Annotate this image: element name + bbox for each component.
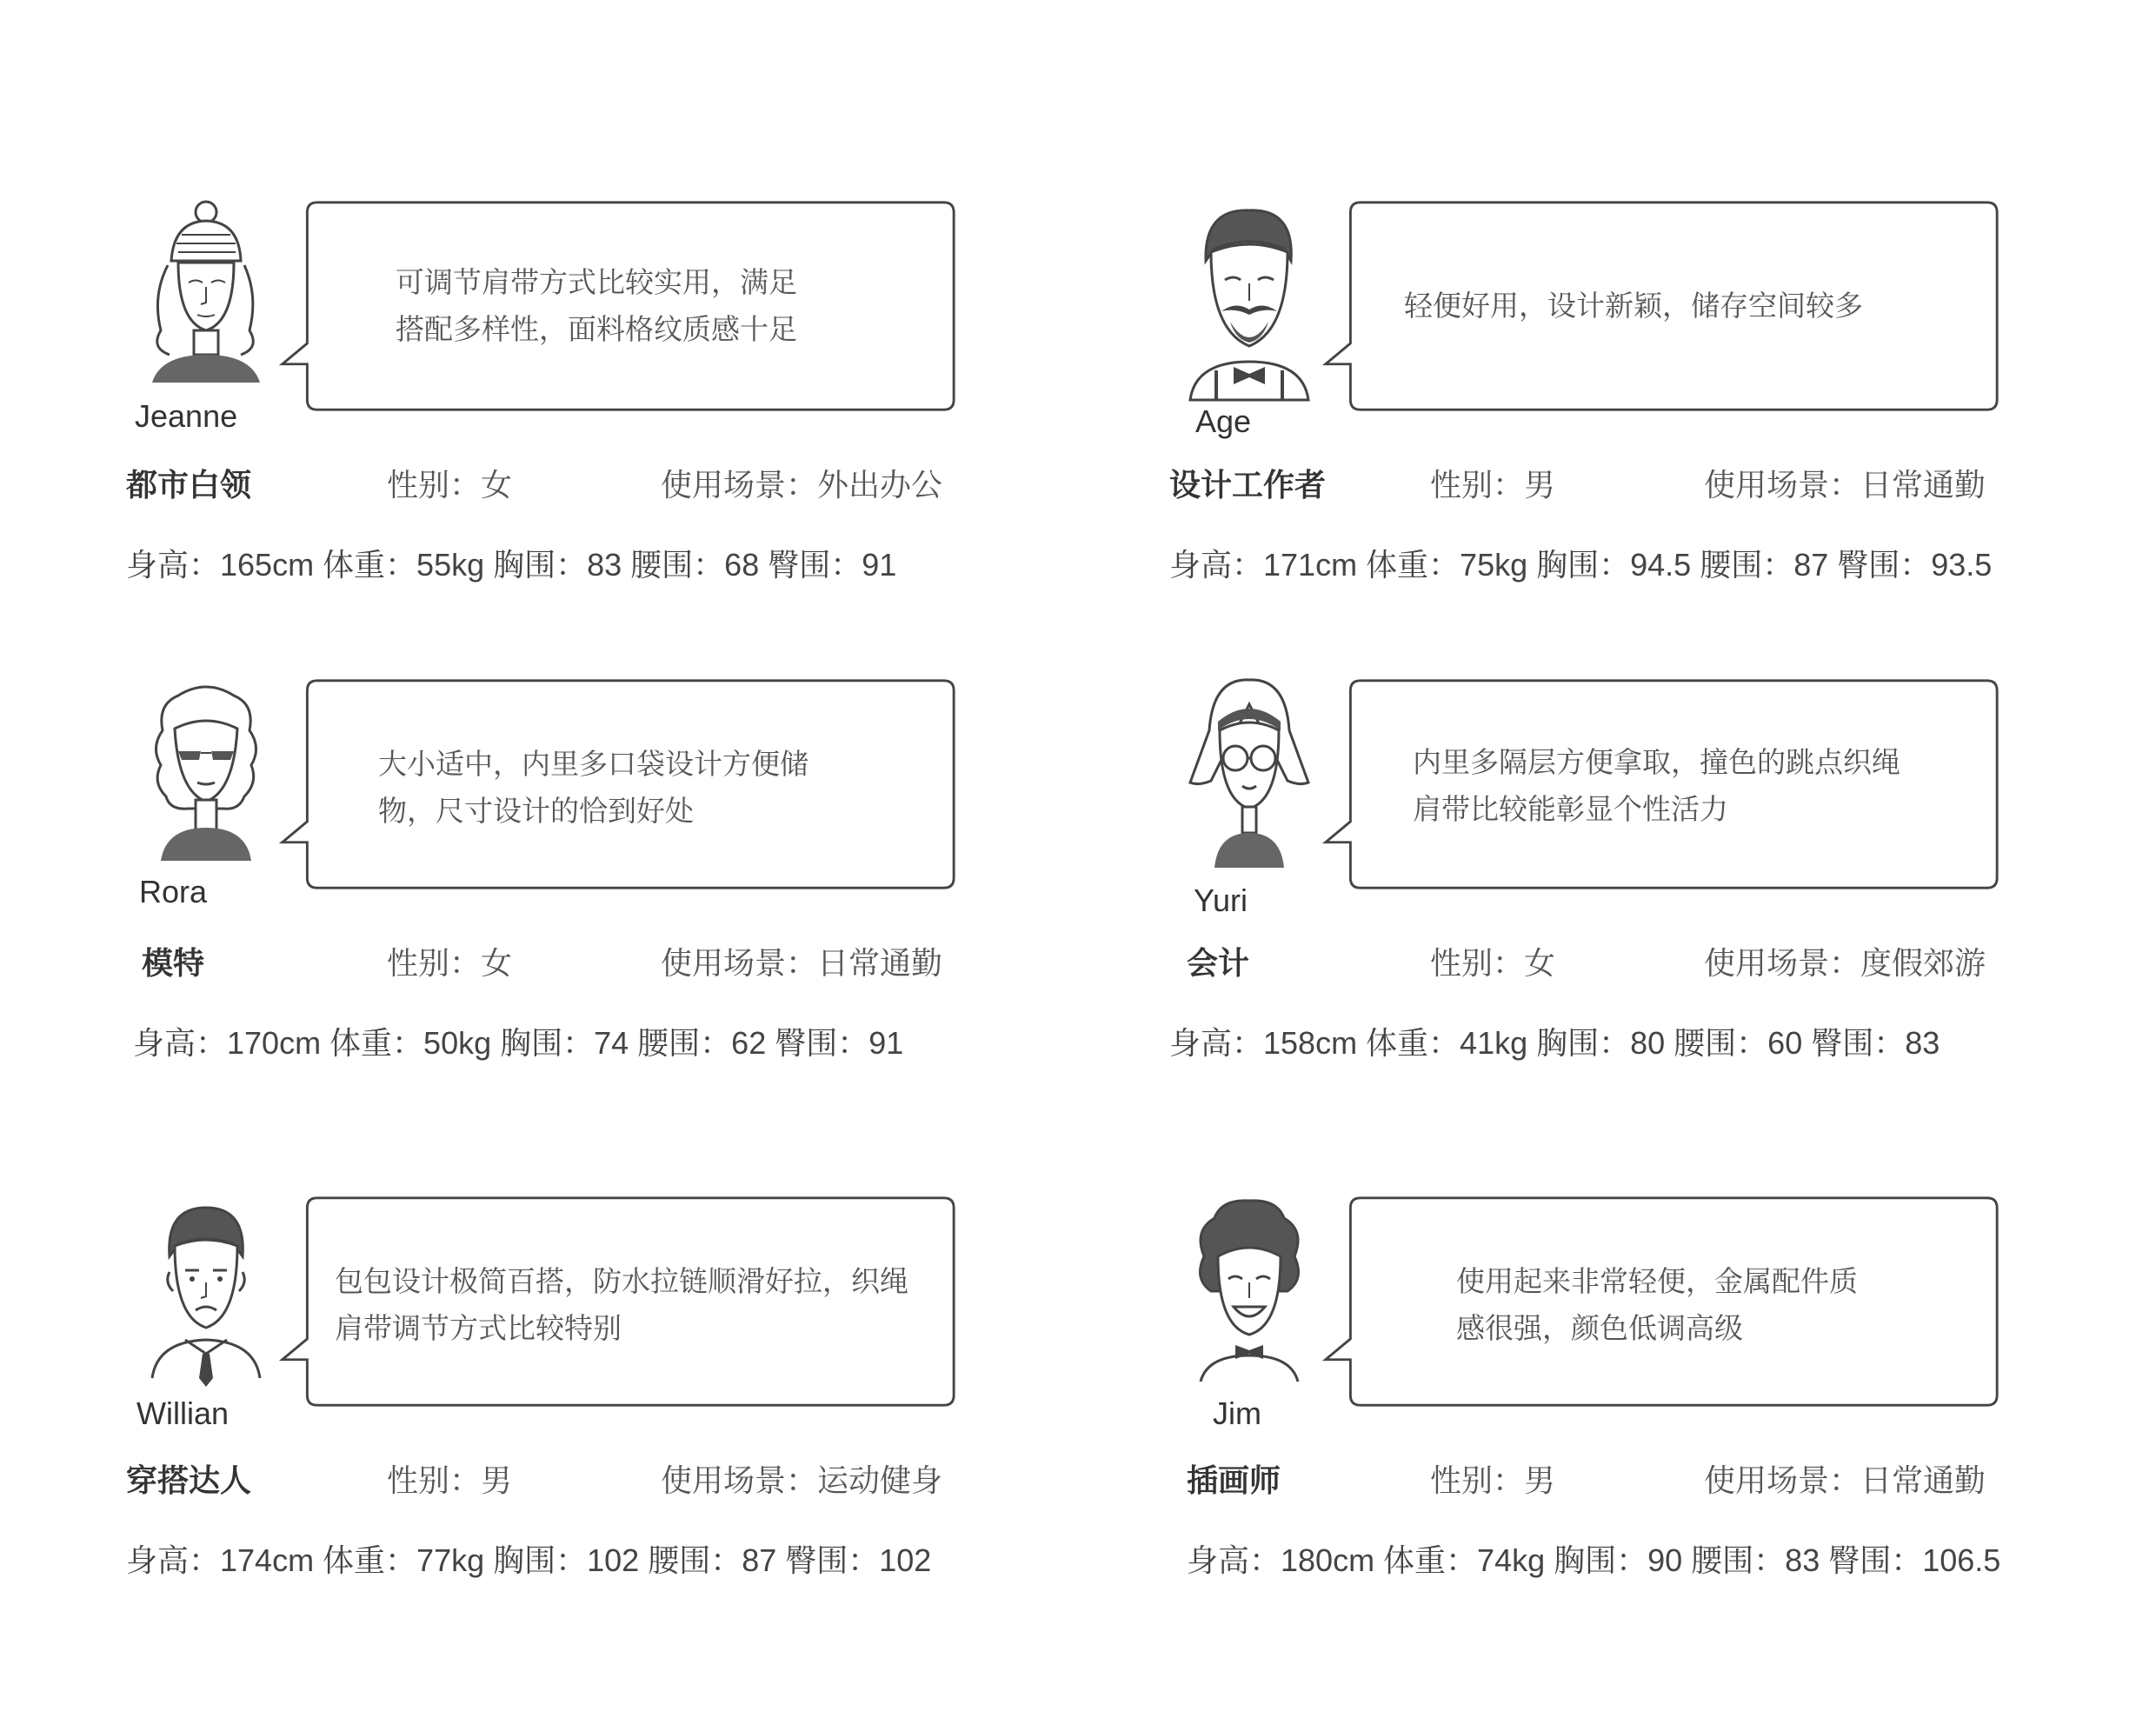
persona-role: 插画师 [1187, 1463, 1281, 1499]
persona-tags [1169, 1456, 2126, 1500]
persona-tags [1169, 939, 2126, 982]
speech-bubble [1352, 678, 2030, 896]
persona-role: 穿搭达人 [126, 1463, 252, 1499]
persona-scene: 使用场景：日常通勤 [1704, 468, 1986, 503]
persona-role: 会计 [1187, 946, 1250, 982]
persona-quote: 大小适中，内里多口袋设计方便储 物，尺寸设计的恰到好处 [378, 747, 808, 828]
afro-man-icon [1169, 1196, 1326, 1404]
mustache-man-icon [1169, 200, 1326, 409]
persona-gender: 性别：女 [1430, 946, 1556, 982]
beanie-girl-icon [126, 200, 283, 409]
persona-card-age [1169, 200, 2156, 652]
persona-measurements: 身高：171cm 体重：75kg 胸围：94.5 腰围：87 臀围：93.5 [1169, 547, 1993, 583]
persona-name: Willian [136, 1395, 230, 1431]
persona-role: 设计工作者 [1169, 468, 1327, 503]
persona-card-willian [126, 1196, 1187, 1648]
speech-bubble [309, 1196, 987, 1413]
persona-quote: 可调节肩带方式比较实用，满足 搭配多样性，面料格纹质感十足 [396, 265, 797, 346]
persona-scene: 使用场景：外出办公 [661, 468, 943, 503]
persona-gender: 性别：男 [387, 1463, 513, 1499]
persona-scene: 使用场景：运动健身 [661, 1463, 943, 1499]
tie-man-icon [126, 1196, 283, 1404]
persona-quote: 使用起来非常轻便，金属配件质 感很强，颜色低调高级 [1456, 1264, 1858, 1345]
persona-measurements: 身高：170cm 体重：50kg 胸围：74 腰围：62 臀围：91 [133, 1025, 904, 1061]
persona-quote: 包包设计极简百搭，防水拉链顺滑好拉，织绳 肩带调节方式比较特别 [335, 1264, 908, 1345]
persona-gender: 性别：男 [1430, 468, 1556, 503]
persona-measurements: 身高：158cm 体重：41kg 胸围：80 腰围：60 臀围：83 [1169, 1025, 1940, 1061]
persona-card-jim [1169, 1196, 2156, 1648]
persona-role: 都市白领 [126, 468, 252, 503]
glasses-girl-icon [1169, 678, 1326, 887]
persona-measurements: 身高：180cm 体重：74kg 胸围：90 腰围：83 臀围：106.5 [1187, 1542, 2001, 1578]
persona-name: Rora [139, 874, 208, 909]
persona-measurements: 身高：165cm 体重：55kg 胸围：83 腰围：68 臀围：91 [126, 547, 897, 583]
persona-gender: 性别：女 [387, 946, 513, 982]
persona-tags [1169, 461, 2126, 504]
curly-hair-girl-icon [126, 678, 283, 887]
persona-name: Yuri [1194, 882, 1248, 918]
persona-measurements: 身高：174cm 体重：77kg 胸围：102 腰围：87 臀围：102 [126, 1542, 932, 1578]
persona-scene: 使用场景：日常通勤 [661, 946, 943, 982]
persona-tags [126, 939, 1082, 982]
speech-bubble [309, 200, 987, 417]
persona-quote: 内里多隔层方便拿取，撞色的跳点织绳 肩带比较能彰显个性活力 [1413, 745, 1900, 826]
speech-bubble [1352, 1196, 2030, 1413]
persona-name: Age [1195, 403, 1252, 439]
persona-role: 模特 [142, 946, 205, 982]
persona-quote: 轻便好用，设计新颖，储存空间较多 [1404, 289, 1863, 323]
persona-scene: 使用场景：度假郊游 [1704, 946, 1986, 982]
persona-tags [126, 461, 1082, 504]
persona-card-yuri [1169, 678, 2156, 1130]
persona-name: Jeanne [135, 398, 238, 434]
persona-gender: 性别：男 [1430, 1463, 1556, 1499]
persona-tags [126, 1456, 1082, 1500]
persona-scene: 使用场景：日常通勤 [1704, 1463, 1986, 1499]
persona-name: Jim [1213, 1395, 1261, 1431]
persona-card-rora [126, 678, 1187, 1130]
persona-card-jeanne [126, 200, 1187, 652]
speech-bubble [309, 678, 987, 896]
persona-gender: 性别：女 [387, 468, 513, 503]
speech-bubble [1352, 200, 2030, 417]
